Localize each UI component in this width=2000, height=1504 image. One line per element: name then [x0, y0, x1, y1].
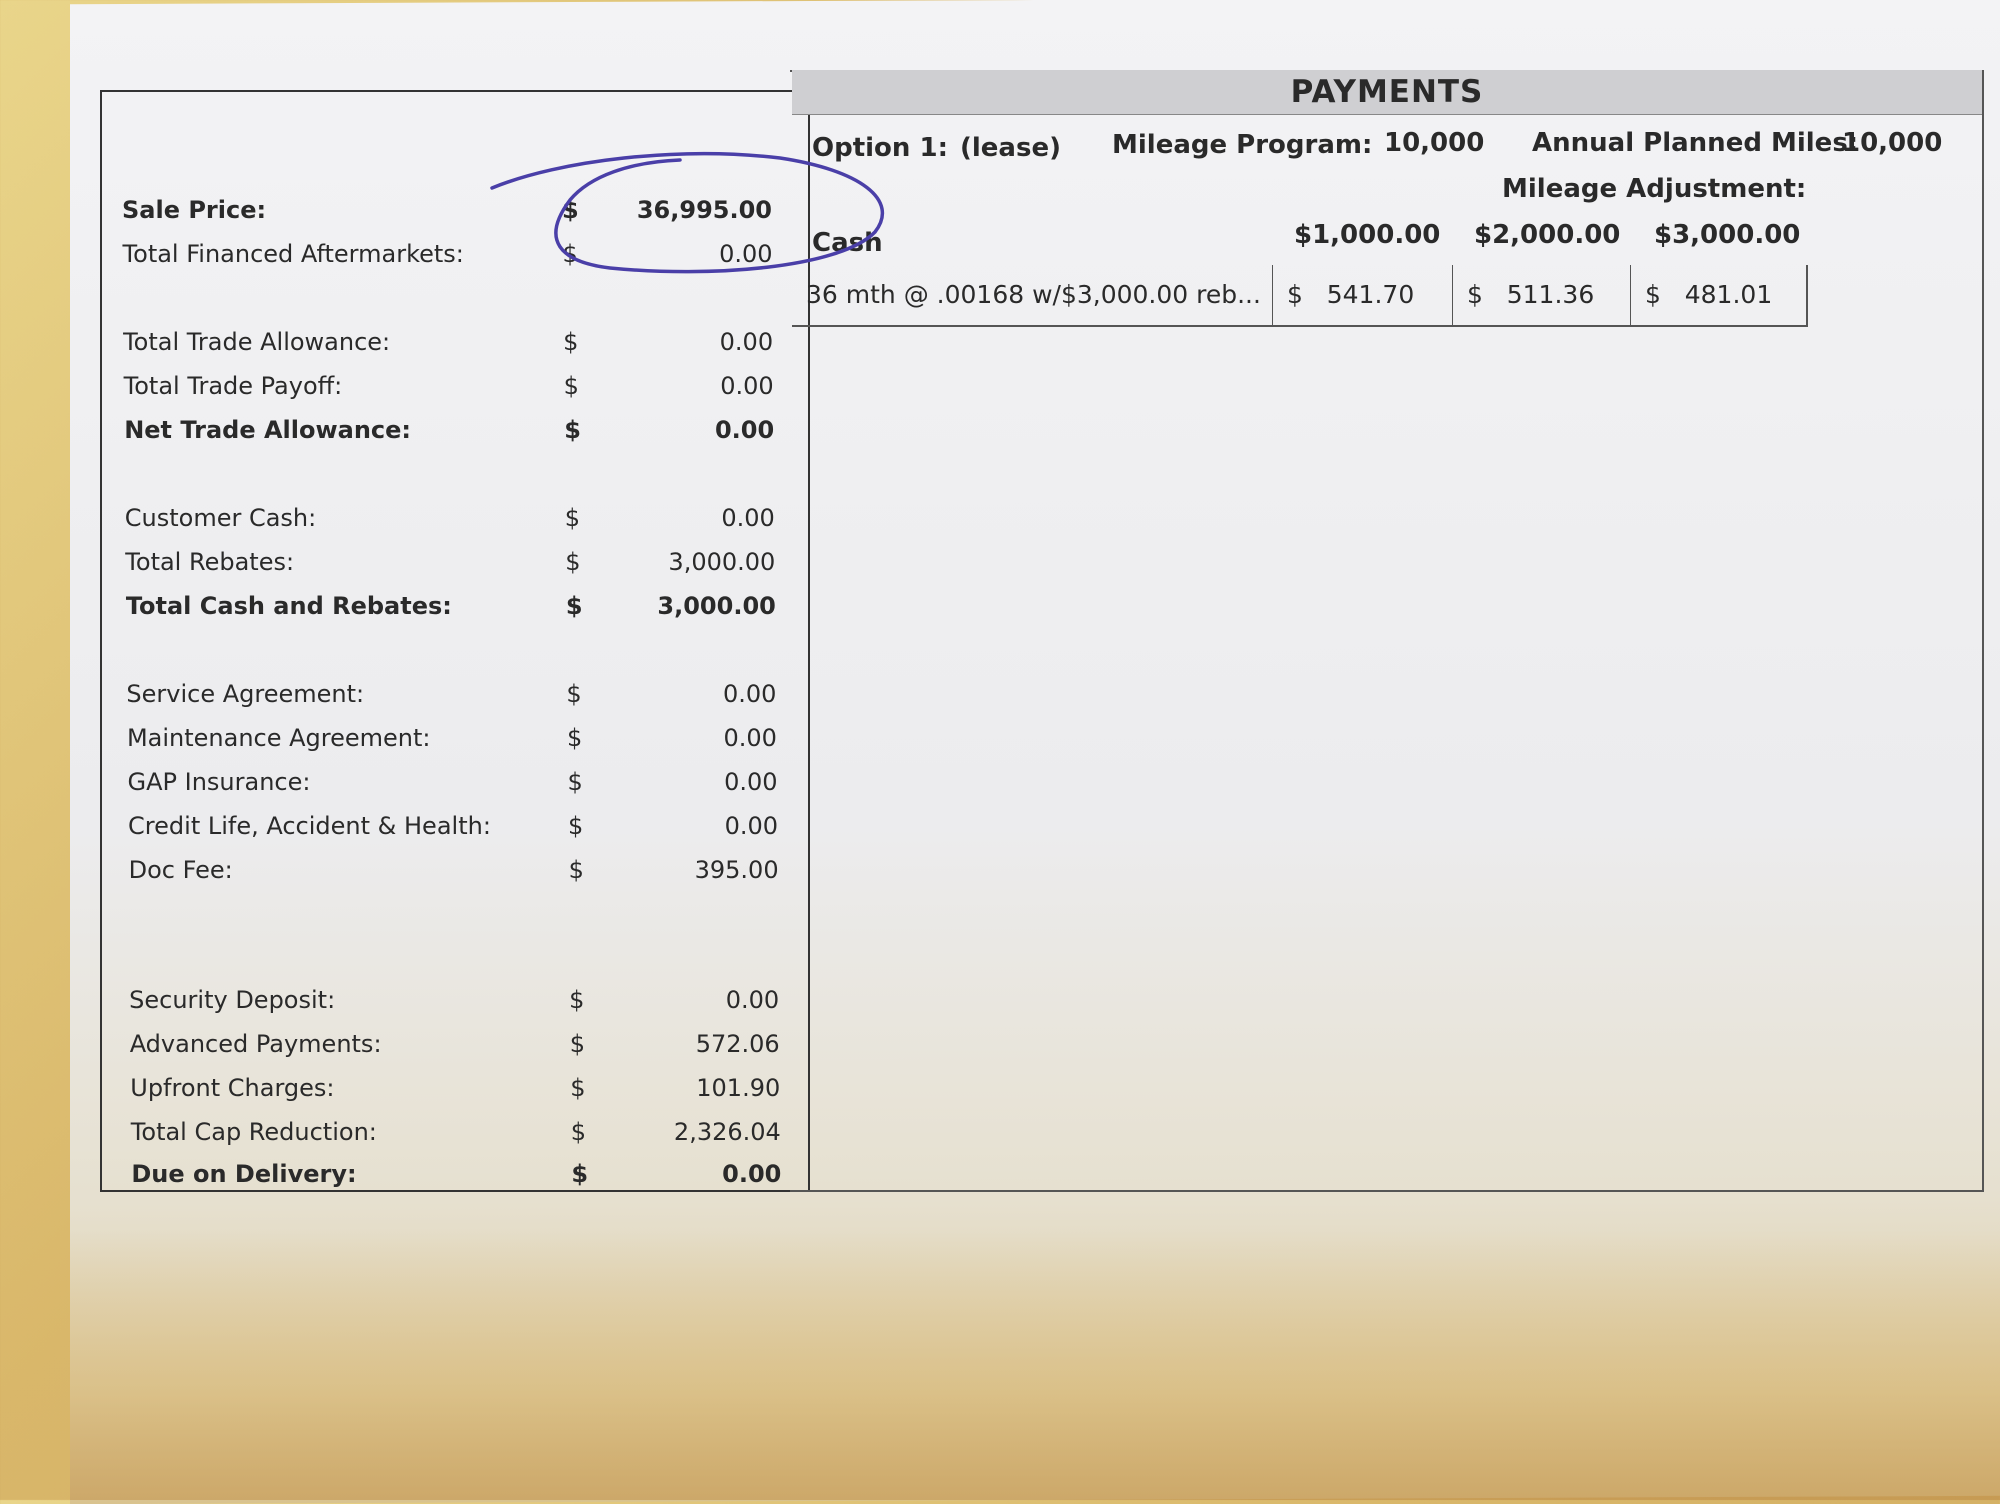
summary-dollar-sign: $: [564, 416, 581, 444]
summary-label: Sale Price:: [122, 196, 267, 224]
payment-dollar-3: $: [1645, 280, 1661, 309]
summary-row: [131, 1160, 811, 1194]
summary-dollar-sign: $: [564, 504, 581, 532]
summary-label: Total Rebates:: [125, 548, 295, 576]
summary-amount: 0.00: [719, 240, 773, 268]
summary-dollar-sign: $: [562, 196, 579, 224]
summary-label: Security Deposit:: [129, 986, 336, 1014]
summary-amount: 395.00: [694, 856, 779, 884]
payment-amount-2: 511.36: [1506, 280, 1595, 309]
summary-amount: 0.00: [725, 986, 780, 1014]
summary-amount: 0.00: [714, 416, 775, 444]
summary-dollar-sign: $: [570, 1074, 586, 1102]
summary-dollar-sign: $: [562, 240, 578, 268]
summary-label: Doc Fee:: [128, 856, 233, 884]
summary-amount: 101.90: [696, 1074, 781, 1102]
column-header-1: $1,000.00: [1294, 220, 1441, 250]
summary-dollar-sign: $: [569, 986, 585, 1014]
summary-row: [130, 1074, 810, 1108]
summary-label: Total Trade Payoff:: [123, 372, 343, 400]
payment-amount-1: 541.70: [1326, 280, 1415, 309]
annual-miles-label: Annual Planned Miles:: [1532, 128, 1859, 158]
summary-amount: 0.00: [722, 1160, 782, 1188]
summary-amount: 0.00: [719, 328, 774, 356]
mileage-adjustment-label: Mileage Adjustment:: [1502, 174, 1807, 204]
summary-label: Total Financed Aftermarkets:: [122, 240, 464, 268]
cash-label: Cash: [812, 228, 883, 258]
summary-label: Net Trade Allowance:: [124, 416, 412, 444]
annual-miles-value: 10,000: [1842, 128, 1943, 158]
option-type: (lease): [960, 133, 1061, 163]
pen-circle-annotation: [480, 140, 900, 300]
summary-row: [123, 328, 803, 362]
mileage-program-value: 10,000: [1384, 128, 1485, 158]
summary-label: Customer Cash:: [124, 504, 317, 532]
summary-row: [128, 812, 808, 846]
summary-label: GAP Insurance:: [127, 768, 311, 796]
summary-amount: 0.00: [724, 768, 778, 796]
summary-row: [126, 592, 806, 626]
summary-dollar-sign: $: [566, 680, 582, 708]
summary-dollar-sign: $: [567, 768, 583, 796]
summary-amount: 2,326.04: [673, 1118, 781, 1146]
summary-row: [126, 680, 806, 714]
summary-dollar-sign: $: [570, 1118, 587, 1146]
summary-label: Credit Life, Accident & Health:: [128, 812, 491, 840]
summary-dollar-sign: $: [566, 724, 583, 752]
payment-row: [792, 265, 1808, 327]
summary-dollar-sign: $: [569, 1030, 585, 1058]
summary-amount: 3,000.00: [657, 592, 776, 620]
paper-shadow: [70, 1230, 2000, 1500]
summary-label: Total Cash and Rebates:: [125, 592, 452, 620]
summary-amount: 36,995.00: [636, 196, 772, 224]
option-label: Option 1:: [812, 133, 948, 163]
summary-label: Maintenance Agreement:: [126, 724, 431, 752]
summary-amount: 0.00: [723, 724, 777, 752]
summary-amount: 0.00: [724, 812, 779, 840]
summary-dollar-sign: $: [568, 812, 584, 840]
summary-dollar-sign: $: [563, 328, 579, 356]
summary-row: [129, 856, 809, 890]
summary-dollar-sign: $: [563, 372, 579, 400]
payment-cell-2: [1452, 265, 1630, 325]
payment-cell-1: [1272, 265, 1452, 325]
summary-row: [124, 416, 804, 450]
summary-amount: 572.06: [695, 1030, 780, 1058]
summary-label: Advanced Payments:: [129, 1030, 382, 1058]
summary-row: [130, 1030, 810, 1064]
summary-label: Total Cap Reduction:: [130, 1118, 377, 1146]
summary-amount: 3,000.00: [668, 548, 776, 576]
summary-amount: 0.00: [720, 372, 774, 400]
payments-title: PAYMENTS: [792, 70, 1982, 115]
summary-row: [124, 372, 804, 406]
summary-row: [127, 724, 807, 758]
summary-row: [125, 504, 805, 538]
summary-dollar-sign: $: [571, 1160, 589, 1188]
summary-dollar-sign: $: [565, 592, 583, 620]
summary-row: [125, 548, 805, 582]
summary-label: Upfront Charges:: [130, 1074, 335, 1102]
summary-row: [128, 768, 808, 802]
payment-dollar-2: $: [1467, 280, 1483, 309]
summary-row: [131, 1118, 811, 1152]
mileage-program-label: Mileage Program:: [1112, 130, 1373, 160]
summary-label: Total Trade Allowance:: [123, 328, 391, 356]
summary-amount: 0.00: [722, 680, 777, 708]
payment-dollar-1: $: [1287, 280, 1303, 309]
column-header-2: $2,000.00: [1474, 220, 1621, 250]
summary-label: Due on Delivery:: [131, 1160, 357, 1188]
column-header-3: $3,000.00: [1654, 220, 1801, 250]
summary-amount: 0.00: [721, 504, 775, 532]
summary-dollar-sign: $: [568, 856, 584, 884]
summary-dollar-sign: $: [565, 548, 581, 576]
summary-row: [129, 986, 809, 1020]
term-description: 36 mth @ .00168 w/$3,000.00 reb...: [806, 280, 1261, 309]
summary-label: Service Agreement:: [126, 680, 365, 708]
payment-amount-3: 481.01: [1684, 280, 1773, 309]
payment-cell-3: [1630, 265, 1806, 325]
